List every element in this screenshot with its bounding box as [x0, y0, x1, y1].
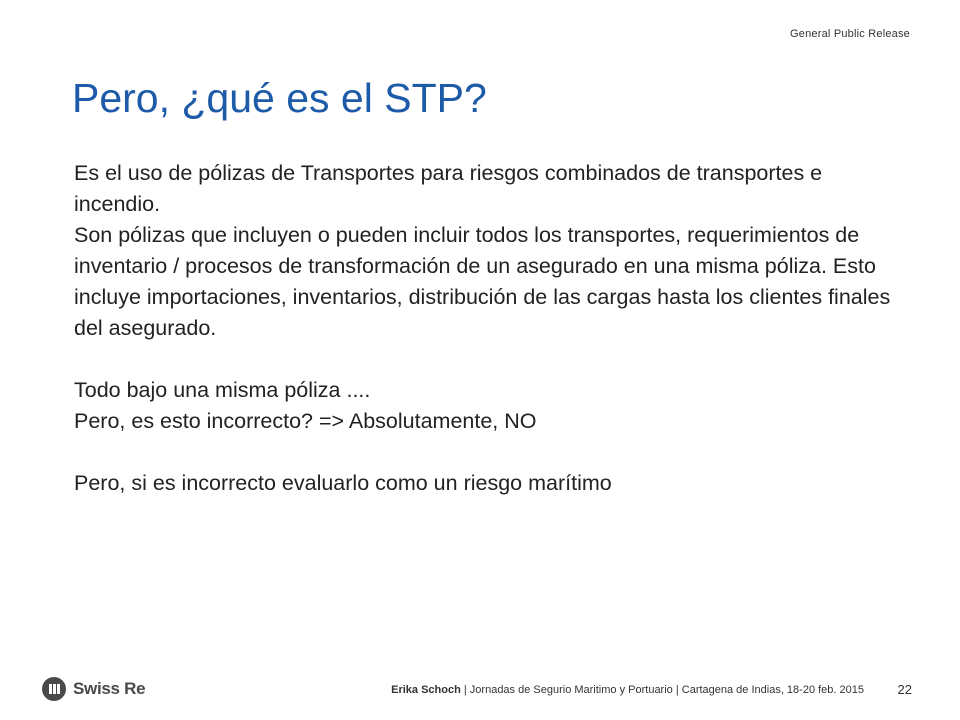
body-paragraph: Son pólizas que incluyen o pueden incluir todos los transportes, requerimientos de inventario / procesos de transformación de un asegurado en una misma póliza. Esto incluye importaciones, inventarios, distribución de las cargas hasta los clientes finales del asegurado. [74, 223, 891, 340]
page-number: 22 [897, 682, 912, 697]
classification-label: General Public Release [790, 28, 910, 40]
paragraph-spacer [74, 437, 894, 468]
swiss-re-logo-icon [42, 677, 66, 701]
body-paragraph: Todo bajo una misma póliza .... [74, 378, 371, 402]
footer-author: Erika Schoch [391, 684, 461, 696]
footer-event: | Jornadas de Segurio Maritimo y Portuario | Cartagena de Indias, 18-20 feb. 2015 [460, 684, 864, 696]
body-paragraph: Es el uso de pólizas de Transportes para riesgos combinados de transportes e incendio. [74, 161, 823, 216]
body-paragraph: Pero, es esto incorrecto? => Absolutamente, NO [74, 409, 537, 433]
paragraph-spacer [74, 344, 894, 375]
body-paragraph: Pero, si es incorrecto evaluarlo como un riesgo marítimo [74, 471, 612, 495]
slide-body [74, 158, 894, 499]
swiss-re-logo [42, 677, 145, 701]
slide-title: Pero, ¿qué es el STP? [72, 75, 487, 121]
logo-text: Swiss Re [73, 679, 146, 698]
footer-text [391, 684, 864, 696]
